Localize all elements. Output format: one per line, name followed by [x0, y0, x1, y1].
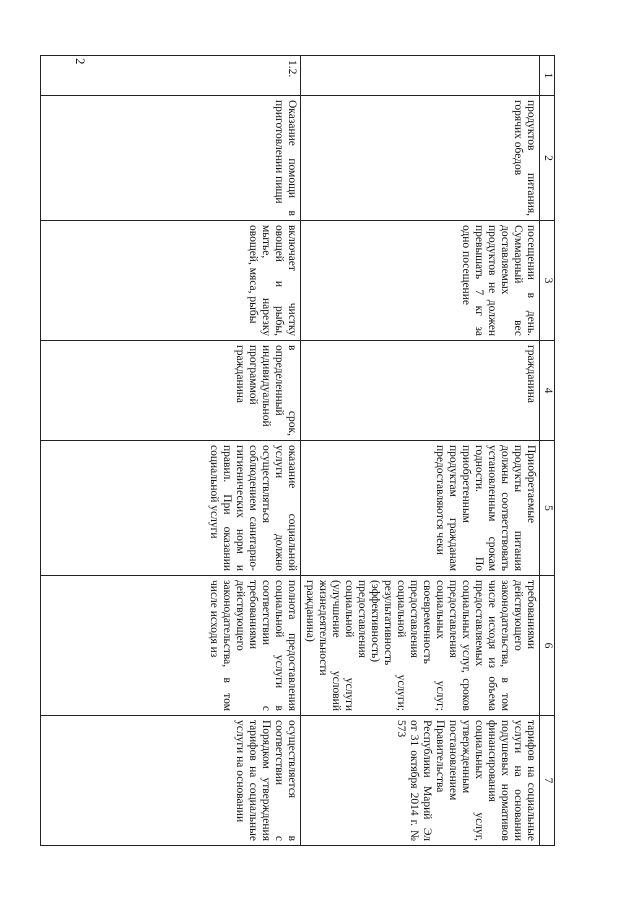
cell-number: 1.2. — [41, 56, 301, 96]
page-number: 2 — [73, 58, 88, 65]
cell-conditions: Приобретаемые продукты питания должны соответствовать установленным срокам годности. По приобретенным продуктам гражданам предоставляются чеки — [301, 441, 540, 576]
cell-number — [301, 56, 540, 96]
header-col-6: 6 — [540, 576, 555, 716]
cell-quality: полнота предоставления социальной услуги в соответствии с требованиями действующего законодательства, в том числе исходя из — [41, 576, 301, 716]
header-row — [540, 56, 555, 846]
cell-term: в срок, определенный индивидуальной программой гражданина — [41, 341, 301, 441]
cell-service-name: Оказание помощи в приготовлении пищи — [41, 96, 301, 221]
header-col-2: 2 — [540, 96, 555, 221]
table-row — [301, 56, 540, 846]
header-col-4: 4 — [540, 341, 555, 441]
rotated-table-wrapper — [85, 55, 555, 845]
cell-term: гражданина — [301, 341, 540, 441]
cell-tariff: тарифов на социальные услуги на основании подушевых нормативов финансирования социальных услуг, утвержденным постановлением Правительства Республики Марий Эл от 31 октября 2014 г. № 573 — [301, 716, 540, 846]
cell-description: посещении в день. Суммарный вес доставляемых продуктов не должен превышать 7 кг за одно посещение — [301, 221, 540, 341]
cell-tariff: осуществляется в соответствии с Порядком утверждения тарифов на социальные услуги на основании — [41, 716, 301, 846]
header-col-1: 1 — [540, 56, 555, 96]
table-row — [41, 56, 301, 846]
header-col-7: 7 — [540, 716, 555, 846]
cell-quality: требованиями действующего законодательства, в том числе исходя из объема предоставляемых социальных услуг, сроков предоставления социальных услуг; своевременность предоставления социальной услуги; результативность (эффективность) предоставления социальной услуги (улучшение условий жизнедеятельности гражданина) — [301, 576, 540, 716]
header-col-5: 5 — [540, 441, 555, 576]
cell-description: включает чистку овощей и рыбы, мытье, нарезку овощей, мяса, рыбы — [41, 221, 301, 341]
cell-conditions: оказание социальной услуги должно осуществляться соблюдением санитарно-гигиенических норм и правил. При оказании социальной услуги — [41, 441, 301, 576]
services-table — [40, 55, 555, 846]
cell-service-name: продуктов питания, горячих обедов — [301, 96, 540, 221]
header-col-3: 3 — [540, 221, 555, 341]
